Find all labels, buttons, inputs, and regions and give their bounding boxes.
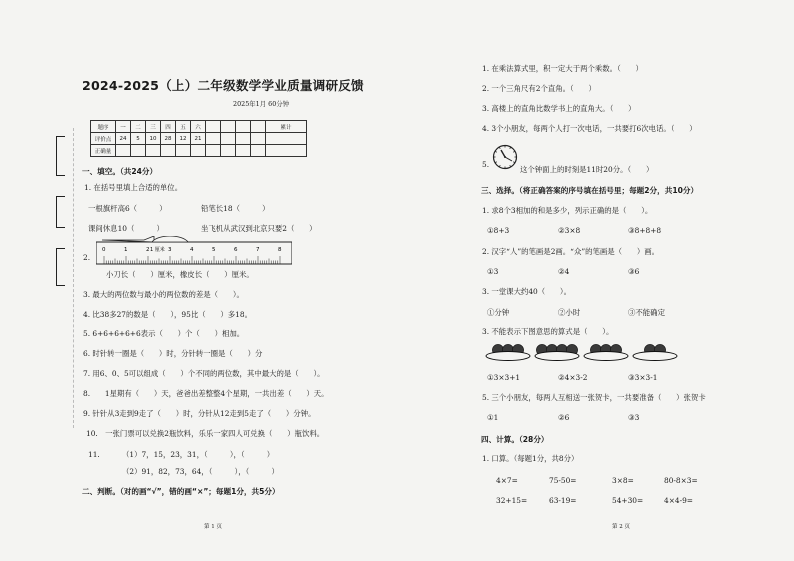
question-text: 小刀长（ ）厘米，橡皮长（ ）厘米。 bbox=[106, 270, 254, 279]
score-input-cell[interactable] bbox=[146, 145, 161, 157]
question-text: 3. 高楼上的直角比数学书上的直角大。（ ） bbox=[482, 104, 636, 113]
table-cell bbox=[251, 133, 266, 145]
option-1[interactable]: ①8+3 bbox=[487, 226, 510, 235]
table-row bbox=[91, 133, 307, 145]
question-number: 11. bbox=[88, 450, 100, 459]
question-text: 3. 最大的两位数与最小的两位数的差是（ ）。 bbox=[83, 290, 244, 299]
table-cell: 四 bbox=[161, 121, 176, 133]
table-cell bbox=[221, 133, 236, 145]
option-3[interactable]: ③3×3-1 bbox=[628, 373, 658, 382]
question-text: 坐飞机从武汉到北京只要2（ ） bbox=[201, 224, 317, 233]
calc-item: 3×8= bbox=[612, 476, 634, 485]
option-2[interactable]: ②6 bbox=[558, 413, 570, 422]
question-number: 2. bbox=[83, 253, 91, 262]
score-input-cell[interactable] bbox=[206, 145, 221, 157]
question-text: 1. 口算。（每题1分，共8分） bbox=[482, 454, 579, 463]
table-cell: 正确量 bbox=[91, 145, 116, 157]
ruler-number: 5 bbox=[212, 247, 216, 253]
binding-bracket bbox=[56, 248, 65, 286]
page-number: 第 1 页 bbox=[204, 524, 222, 530]
calc-item: 75-50= bbox=[549, 476, 577, 485]
ruler-number: 0 bbox=[102, 247, 106, 253]
table-cell bbox=[236, 133, 251, 145]
option-3[interactable]: ③8+8+8 bbox=[628, 226, 662, 235]
question-text: 9. 针针从3走到9走了（ ）时，分针从12走到5走了（ ）分钟。 bbox=[83, 409, 316, 418]
clock-icon bbox=[492, 144, 518, 170]
section-heading: 一、填空。（共24分） bbox=[82, 167, 158, 176]
calc-item: 80-8×3= bbox=[664, 476, 698, 485]
plate-dish bbox=[486, 352, 530, 361]
table-cell bbox=[206, 133, 221, 145]
binding-bracket bbox=[56, 136, 65, 176]
question-text: 3. 一堂课大约40（ ）。 bbox=[482, 287, 572, 296]
score-input-cell[interactable] bbox=[191, 145, 206, 157]
plate-dish bbox=[584, 352, 628, 361]
ruler-number: 8 bbox=[278, 247, 282, 253]
question-text: 1. 在括号里填上合适的单位。 bbox=[84, 183, 183, 192]
score-input-cell[interactable] bbox=[161, 145, 176, 157]
question-text: 课间休息10（ ） bbox=[88, 224, 164, 233]
score-input-cell[interactable] bbox=[236, 145, 251, 157]
question-text: 2. 一个三角尺有2个直角。（ ） bbox=[482, 84, 596, 93]
table-row bbox=[91, 121, 307, 133]
page-number: 第 2 页 bbox=[612, 524, 630, 530]
calc-item: 63-19= bbox=[549, 496, 577, 505]
question-text: 3. 不能表示下图意思的算式是（ ）。 bbox=[482, 327, 614, 336]
table-cell: 10 bbox=[146, 133, 161, 145]
table-cell bbox=[236, 121, 251, 133]
score-input-cell[interactable] bbox=[176, 145, 191, 157]
plate bbox=[584, 344, 628, 360]
knife bbox=[102, 236, 154, 242]
question-text: 7. 用6、0、5可以组成（ ）个不同的两位数，其中最大的是（ ）。 bbox=[83, 369, 325, 378]
question-text: 5. 三个小朋友，每两人互相送一张贺卡，一共要准备（ ）张贺卡 bbox=[482, 393, 706, 402]
table-cell: 5 bbox=[131, 133, 146, 145]
ruler-number: 4 bbox=[190, 247, 194, 253]
score-input-cell[interactable] bbox=[266, 145, 307, 157]
table-cell bbox=[221, 121, 236, 133]
score-table bbox=[90, 120, 307, 157]
question-text: 6. 时针转一圈是（ ）时，分针转一圈是（ ）分 bbox=[83, 349, 263, 358]
plate bbox=[486, 344, 530, 360]
plate-dish bbox=[633, 352, 677, 361]
table-cell: 累计 bbox=[266, 121, 307, 133]
score-input-cell[interactable] bbox=[116, 145, 131, 157]
option-2[interactable]: ②4 bbox=[558, 267, 570, 276]
option-2[interactable]: ②4×3-2 bbox=[558, 373, 588, 382]
question-text: 铅笔长18（ ） bbox=[201, 204, 270, 213]
option-3[interactable]: ③不能确定 bbox=[628, 308, 665, 317]
ruler-number: 6 bbox=[234, 247, 238, 253]
calc-item: 4×7= bbox=[496, 476, 518, 485]
table-cell: 评价点 bbox=[91, 133, 116, 145]
table-cell bbox=[206, 121, 221, 133]
question-text: 2. 汉字“人”的笔画是2画。“众”的笔画是（ ）画。 bbox=[482, 247, 660, 256]
table-cell: 题序 bbox=[91, 121, 116, 133]
option-1[interactable]: ①3 bbox=[487, 267, 499, 276]
option-3[interactable]: ③6 bbox=[628, 267, 640, 276]
table-row bbox=[91, 145, 307, 157]
exam-subtitle: 2025年1月 60分钟 bbox=[233, 100, 290, 108]
question-text: 4. 3个小朋友，每两个人打一次电话，一共要打6次电话。（ ） bbox=[482, 124, 697, 133]
option-1[interactable]: ①3×3+1 bbox=[487, 373, 521, 382]
question-text: （2）91，82，73，64，（ ），（ ） bbox=[122, 467, 279, 476]
calc-item: 54+30= bbox=[612, 496, 644, 505]
section-heading: 三、选择。（将正确答案的序号填在括号里；每题2分，共10分） bbox=[481, 186, 699, 195]
plate-dish bbox=[535, 352, 579, 361]
ruler-number: 1 bbox=[124, 247, 128, 253]
option-3[interactable]: ③3 bbox=[628, 413, 640, 422]
option-1[interactable]: ①1 bbox=[487, 413, 499, 422]
table-cell: 12 bbox=[176, 133, 191, 145]
score-input-cell[interactable] bbox=[221, 145, 236, 157]
section-heading: 四、计算。（28分） bbox=[481, 435, 549, 444]
table-cell: 28 bbox=[161, 133, 176, 145]
question-text: 10. 一张门票可以兑换2瓶饮料，乐乐一家四人可兑换（ ）瓶饮料。 bbox=[86, 429, 325, 438]
ruler-number: 3 bbox=[168, 247, 172, 253]
question-text: 1. 在乘法算式里，积一定大于两个乘数。（ ） bbox=[482, 64, 643, 73]
section-heading: 二、判断。（对的画“√”，错的画“×”；每题1分，共5分） bbox=[82, 487, 280, 496]
table-cell: 五 bbox=[176, 121, 191, 133]
question-number: 5. bbox=[482, 160, 490, 169]
table-cell: 21 bbox=[191, 133, 206, 145]
ruler-unit-label: 1 厘米 bbox=[150, 247, 165, 253]
question-text: 5. 6+6+6+6+6表示（ ）个（ ）相加。 bbox=[83, 329, 245, 338]
question-text: 8. 1星期有（ ）天，爸爸出差整整4个星期，一共出差（ ）天。 bbox=[83, 389, 329, 398]
table-cell: 三 bbox=[146, 121, 161, 133]
question-text: （1）7，15，23，31，（ ），（ ） bbox=[122, 450, 275, 459]
plate bbox=[535, 344, 579, 360]
table-cell bbox=[266, 133, 307, 145]
table-cell: 24 bbox=[116, 133, 131, 145]
score-input-cell[interactable] bbox=[131, 145, 146, 157]
table-cell: 一 bbox=[116, 121, 131, 133]
question-text: 一根旗杆高6（ ） bbox=[88, 204, 167, 213]
plates-figure bbox=[484, 340, 684, 364]
ruler-number: 2 bbox=[146, 247, 150, 253]
ruler-figure bbox=[96, 236, 292, 266]
question-text: 这个钟面上的时刻是11时20分。（ ） bbox=[520, 165, 654, 174]
score-input-cell[interactable] bbox=[251, 145, 266, 157]
question-text: 1. 求8个3相加的和是多少，列示正确的是（ ）。 bbox=[482, 206, 653, 215]
ruler-number: 7 bbox=[256, 247, 260, 253]
eraser bbox=[152, 236, 188, 242]
plate bbox=[633, 344, 677, 360]
table-cell: 六 bbox=[191, 121, 206, 133]
fold-line bbox=[73, 128, 74, 428]
calc-item: 4×4-9= bbox=[664, 496, 693, 505]
option-1[interactable]: ①分钟 bbox=[487, 308, 510, 317]
calc-item: 32+15= bbox=[496, 496, 528, 505]
question-text: 4. 比38多27的数是（ ），95比（ ）多18。 bbox=[83, 310, 252, 319]
table-cell bbox=[251, 121, 266, 133]
page-title: 2024-2025（上）二年级数学学业质量调研反馈 bbox=[82, 78, 364, 93]
option-2[interactable]: ②小时 bbox=[558, 308, 581, 317]
option-2[interactable]: ②3×8 bbox=[558, 226, 581, 235]
table-cell: 二 bbox=[131, 121, 146, 133]
binding-bracket bbox=[56, 196, 65, 228]
